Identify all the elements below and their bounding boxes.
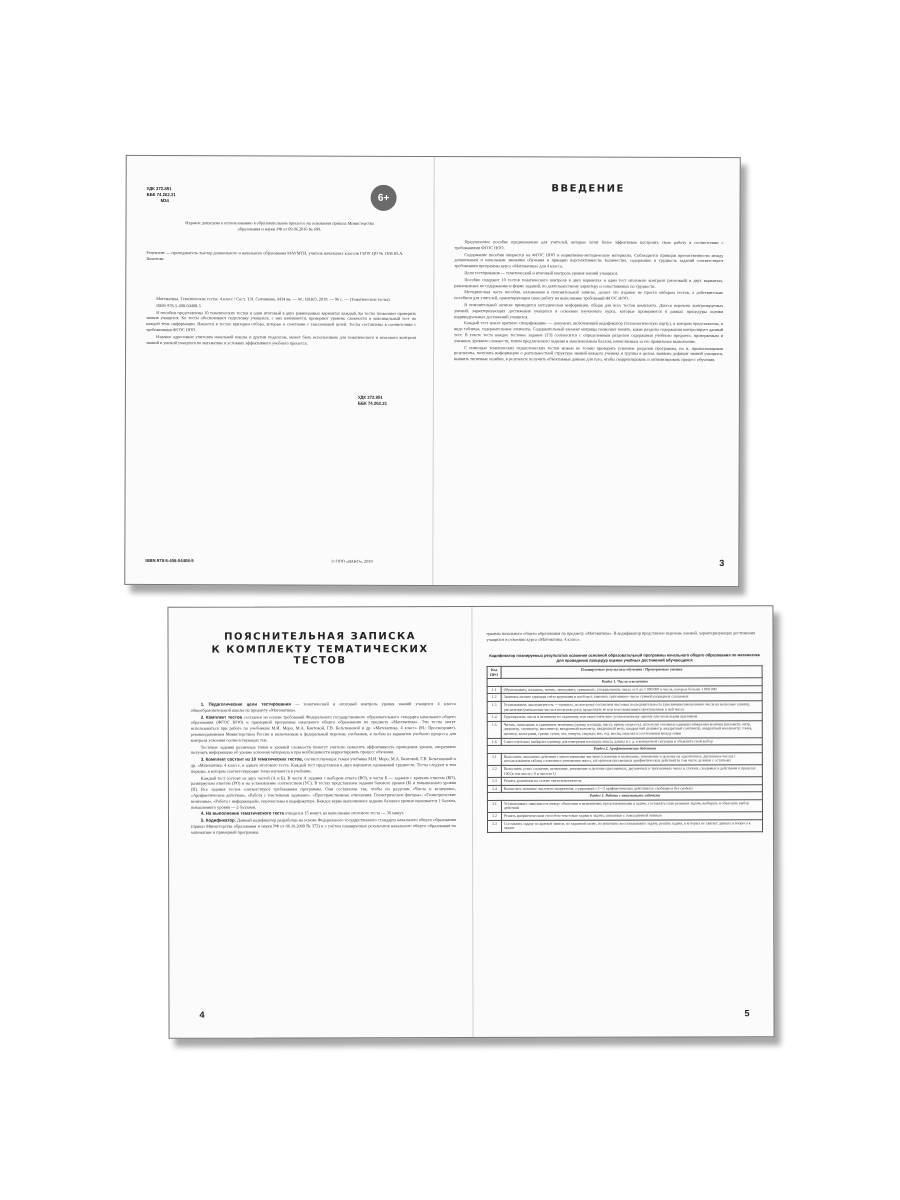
section-title: Раздел 2. Арифметические действия — [487, 745, 762, 753]
codifier-block — [487, 652, 763, 833]
skill-code: 3.1 — [487, 800, 501, 812]
skill-text: Составлять задачу по краткой записи, по заданной схеме, по решению; восстанавливать задачу, решать задачи, в которых не хватает данных и вопроса к задаче — [501, 819, 762, 832]
page-number: 4 — [199, 1009, 205, 1020]
description-column-header: Планируемые результаты обучения / Проверяемые умения — [501, 666, 762, 679]
audience-text: Издание адресовано учителям начальной школы и другим педагогам, может быть использовано для тематического и итогового контроля знаний и умений учащихся по математике в условиях эффективного учебного процесса. — [146, 333, 417, 346]
skill-code: 2.4 — [487, 785, 501, 793]
skill-code: 1.1 — [487, 686, 501, 694]
classification-block — [147, 186, 176, 203]
table-row — [487, 701, 762, 714]
codifier-table — [487, 665, 763, 833]
intro-paragraph: Методическая часть пособия, изложенная в пояснительной записке, делает это издание не просто набором тестов, а действительно пособием для учителей, ориентирующим свою работу на выполнение требований ФГОС НОО. — [454, 289, 724, 301]
skill-text: Выполнять устно сложение, вычитание, умножение и деление однозначных, двузначных и трёхзначных чисел в случаях, сводимых к действиям в пределах 100 (в том числе с 0 и числом 1) — [501, 765, 762, 778]
skill-text: Заменять мелкие единицы счёта крупными и наоборот, заменять трёхзначное число суммой разрядных слагаемых — [501, 693, 762, 701]
section-title: Раздел 1. Числа и величины — [487, 678, 762, 686]
author-mark: М34 — [160, 197, 169, 203]
udk-code: УДК 372.851 — [146, 186, 172, 192]
skill-text: Устанавливать закономерность — правило, по которому составлена числовая последовательность (увеличение/уменьшение числа на несколько единиц, увеличение/уменьшение числа в несколько раз); продолжать её или восстанавливать пропущенные в ней числа — [501, 701, 762, 714]
explanatory-note-page — [168, 607, 472, 1038]
skill-text: Устанавливать зависимость между объектами и величинами, представленными в задаче, составлять план решения задачи, выбирать и объяснять выбор действий — [501, 800, 762, 813]
skill-text: Группировать числа и величины по заданному или самостоятельно установленному одному или нескольким признакам — [501, 713, 762, 721]
annotation-text: В пособии представлены 10 тематических тестов и один итоговый в двух равноценных вариантах каждый. Ко тесты позволяют проверить знания учащихся. Ко тесты обеспечивают подготовку учащихся, с них начинаются, проверяют уровень сложности и максимальный тест по каждой теме информации. Имеются в тестах критерии отбора, которые в сочетании с таксономией целей. Тесты составлены в соответствии с требованиями ФГОС НОО. — [146, 309, 417, 333]
intro-paragraph: Предлагаемое пособие предназначено для учителей, которые хотят более эффективно построить свою работу в соответствии с требованиями ФГОС НОО. — [454, 239, 724, 251]
skill-text: Образовывать, называть, читать, записывать, сравнивать, упорядочивать числа от 0 до 1 000 000 и числа, которые больше 1 000 000 — [501, 686, 762, 694]
code-column-header: Код ПРО — [487, 666, 501, 678]
intro-paragraph: Цели тестирования — тематический и итоговый контроль уровня знаний учащихся. — [464, 270, 619, 276]
skill-code: 3.2 — [487, 812, 501, 820]
introduction-body — [454, 239, 723, 364]
intro-paragraph: Содержание пособия опирается на ФГОС НОО и нормативно-методические материалы. Соблюдается принцип преемственности между дошкольным и начальным звеньями обучения и принцип перспективности. Количество, содержание и трудность заданий соответствуют требованиям программы курса «Математика» для 4 класса. — [454, 251, 724, 269]
item-text: составлен на основе требований Федерального государственного образовательного стандарта начального общего образования (ФГОС НОО) и примерной программы начального общего образования по предмету «Математика». Эти тесты могут использоваться при работе по учебникам М.И. Моро, М.А. Бантовой, Г.В. Бельтюковой и др. «Математика. 4 класс» (М.: Просвещение), рекомендованным Министерством России и включенным в федеральный перечень учебников, в любом из вариантов учебного процесса для контроля усвоения соответствующих тем. — [190, 713, 456, 743]
skill-text: Выполнять письменно действия с многозначными числами (сложение и вычитание, умножение и деление на однозначное, двузначное числа) с использованием таблиц сложения и умножения чисел, алгоритмов письменных арифметических действий (в том числе деления с остатком) — [501, 752, 762, 765]
table-row — [487, 752, 762, 765]
intro-paragraph: Каждый тест имеет краткую спецификацию — документ, включающий кодификатор (технологическую карту), в котором представлены, в виде таблицы, содержательные элементы. Содержательный элемент матрицы позволяет понять, какие разделы содержания контролирует данный тест. В тексте теста каждое тестовое задание (ТЗ) соотносится с определенным разделом содержания учебного предмета, проверяемым и умением, уровнем сложности, типом предлагаемого задания и максимальным баллом, начисляемым за его правильное выполнение. — [454, 320, 724, 344]
footer-isbn: ISBN 978-5-408-04408-5 — [145, 558, 194, 564]
reviewer-note: Рецензент — преподаватель-тьютор дошкольного и начального образования МАУМТИ, учитель начальных классов ГБОУ ЦО № 1306 Ю.А. Вахитова. — [146, 250, 404, 261]
note-body — [191, 701, 456, 836]
introduction-page — [433, 157, 740, 586]
bbk-code-bottom: ББК 74.262.21 — [357, 400, 388, 406]
permission-note: Издание допущено к использованию в образовательном процессе на основании приказа Министерства образования и науки РФ от 09.06.2016 № 699. — [185, 220, 374, 232]
item-lead: 3. Комплект состоит из 10 тематических тестов, — [200, 756, 304, 762]
item-text: соответствующих темам учебника М.И. Моро, М.А. Бантовой, Г.В. Бельтюковой и др. «Математика. 4 класс», и одного итогового теста. Каждый тест представлен в двух вариантах одинаковой трудности. Тесты следуют в том порядке, в котором соответствующие темы изучаются в учебнике. — [190, 756, 456, 774]
item-text: Тестовые задания различных типов и уровней сложности помогут учителю повысить эффективность проведения уроков, оперативно получить информацию об уровне усвоения материала и при необходимости корректировать процесс обучения. — [190, 743, 456, 756]
skill-code: 1.3 — [487, 701, 501, 713]
codifier-intro: граммы начального общего образования по предмету «Математика». В кодификатор представлен перечень умений, характеризующих достижения учащихся в освоении курса «Математика. 4 класс». — [486, 630, 755, 642]
note-title-line: К КОМПЛЕКТУ ТЕМАТИЧЕСКИХ ТЕСТОВ — [211, 644, 429, 667]
isbn-line: ISBN 978-5-408-04408-5 — [156, 302, 201, 308]
item-lead: 2. Комплект тестов — [200, 714, 243, 720]
item-lead: 5. Кодификатор. — [200, 817, 236, 823]
table-row — [487, 800, 762, 813]
bibliographic-entry — [146, 296, 416, 347]
note-title-line: ПОЯСНИТЕЛЬНАЯ ЗАПИСКА — [224, 631, 416, 643]
skill-code: 2.2 — [487, 765, 501, 777]
page-number: 3 — [719, 558, 725, 569]
bbk-code: ББК 74.262.21 — [146, 191, 176, 197]
intro-paragraph: В пояснительной записке приводится методическая информация, общая для всех тестов комплекта. Дается перечень контролируемых умений, характеризующих достижения учащихся в освоении изучаемого курса, которые проверяются в рамках процедуры оценки индивидуальных достижений учащихся. — [454, 302, 724, 319]
intro-paragraph: Пособие содержит 10 тестов тематического контроля в двух вариантах и один тест итогового контроля (итоговый) в двух вариантах, равноценных по содержанию и форме заданий, по деятельностному характеру и сопоставимых по трудности. — [454, 276, 724, 289]
skill-text: Решать уравнения на основе связи компонентов — [501, 777, 762, 785]
skill-text: Читать, записывать и сравнивать величины (длину, площадь, массу, время, скорость), используя основные единицы измерения величин (километр, метр, дециметр, сантиметр, миллиметр; квадратный километр, квадратный метр, квадратный дециметр, квадратный сантиметр, квадратный миллиметр; тонна, центнер, килограмм, грамм; сутки, час, минута, секунда; век, год, месяц, неделя) и соотношения между ними — [501, 720, 762, 737]
item-text: Каждый тест состоит из двух частей (А и Б). В части А задания с выбором ответа (ВО), в части Б — задания с кратким ответом (КО), развёрнутым ответом (РО) и на установление соответствия (УС). В тестах представлены задания базового уровня (Б) и повышенного уровня (П). Все задания тестов соответствуют требованиям программы. Они составлены так, чтобы по разделам «Числа и величины», «Арифметические действия», «Работа с текстовыми задачами», «Пространственные отношения. Геометрические фигуры», «Геометрические величины», «Работа с информацией», перечислены в кодификаторе. Каждое верно выполненное задание базового уровня оценивается 1 баллом, повышенного уровня — 2 баллами. — [190, 774, 456, 810]
footer-copyright: © ООО «ВАКО», 2019 — [331, 558, 373, 564]
age-rating-badge: 6+ — [371, 185, 397, 211]
skill-code: 1.2 — [487, 694, 501, 702]
skill-text: Вычислять значение числового выражения, содержащего 2—3 арифметических действия (со скобками и без скобок) — [501, 784, 762, 792]
item-text: Данный кодификатор разработан на основе Федерального государственного стандарта начального общего образования (приказ Министерства образования и науки РФ от 06.10.2009 № 373) и с учётом планируемых результатов начального общего образования по математике и примерной программы. — [191, 817, 457, 835]
skill-code: 2.3 — [487, 778, 501, 786]
bottom-book-spread — [167, 605, 774, 1039]
item-lead: 4. На выполнение тематического теста — [200, 810, 284, 817]
section-title: Раздел 3. Работа с текстовыми задачами — [487, 792, 762, 800]
skill-code: 1.4 — [487, 714, 501, 722]
skill-code: 2.1 — [487, 753, 501, 765]
imprint-page — [125, 156, 433, 585]
page-number: 5 — [744, 1008, 750, 1019]
item-text: — тематический и итоговый контроль уровня знаний учащихся 4 класса общеобразовательной школы по предмету «Математика». — [190, 701, 456, 713]
skill-code: 1.5 — [487, 721, 501, 738]
table-row — [487, 720, 762, 738]
title-entry: Математика. Тематические тесты: 4 класс / Сост. Т.Н. Ситникова. М34 вв. — М.: ВАКО, 2019. — 96 с. — (Тематические тесты). — [156, 296, 391, 302]
top-book-spread — [124, 155, 740, 587]
intro-paragraph: С помощью тематических педагогических тестов можно не только проверить усвоение разделов программы, но и, проанализировав результаты, получить информацию о деятельностной структуре знаний каждого ученика и группы в целом, выявить дефицит знаний учащихся, выявить типичные ошибки, в результате получить объективные данные для того, чтобы скорректировать и оптимизировать процесс обучения. — [454, 344, 724, 363]
codifier-table-title: Кодификатор планируемых результатов освоения основной образовательной программы начального общего образования по математике для проведения процедур оценки учебных достижений обучающихся — [489, 652, 760, 663]
skill-text: Самостоятельно выбирать единицу для измерения площади, массы, длины и т. д. в конкретной ситуации и объяснять свой выбор — [501, 737, 762, 745]
item-lead: 1. Педагогические цели тестирования — [200, 701, 291, 707]
note-title — [189, 631, 452, 667]
introduction-title: ВВЕДЕНИЕ — [551, 183, 625, 195]
table-row — [487, 765, 762, 778]
table-row — [487, 819, 762, 832]
table-header-row — [487, 666, 762, 679]
codifier-page — [472, 606, 774, 1037]
skill-code: 1.6 — [487, 738, 501, 746]
skill-code: 3.3 — [487, 820, 501, 832]
classification-bottom — [358, 395, 387, 407]
udk-code-bottom: УДК 372.851 — [357, 394, 383, 400]
skill-text: Решать арифметическим способом текстовые задачи в задачи, связанные с повседневной жизнью — [501, 812, 762, 820]
item-text: отводится 15 минут, на выполнение итогового теста — 30 минут. — [283, 810, 405, 816]
